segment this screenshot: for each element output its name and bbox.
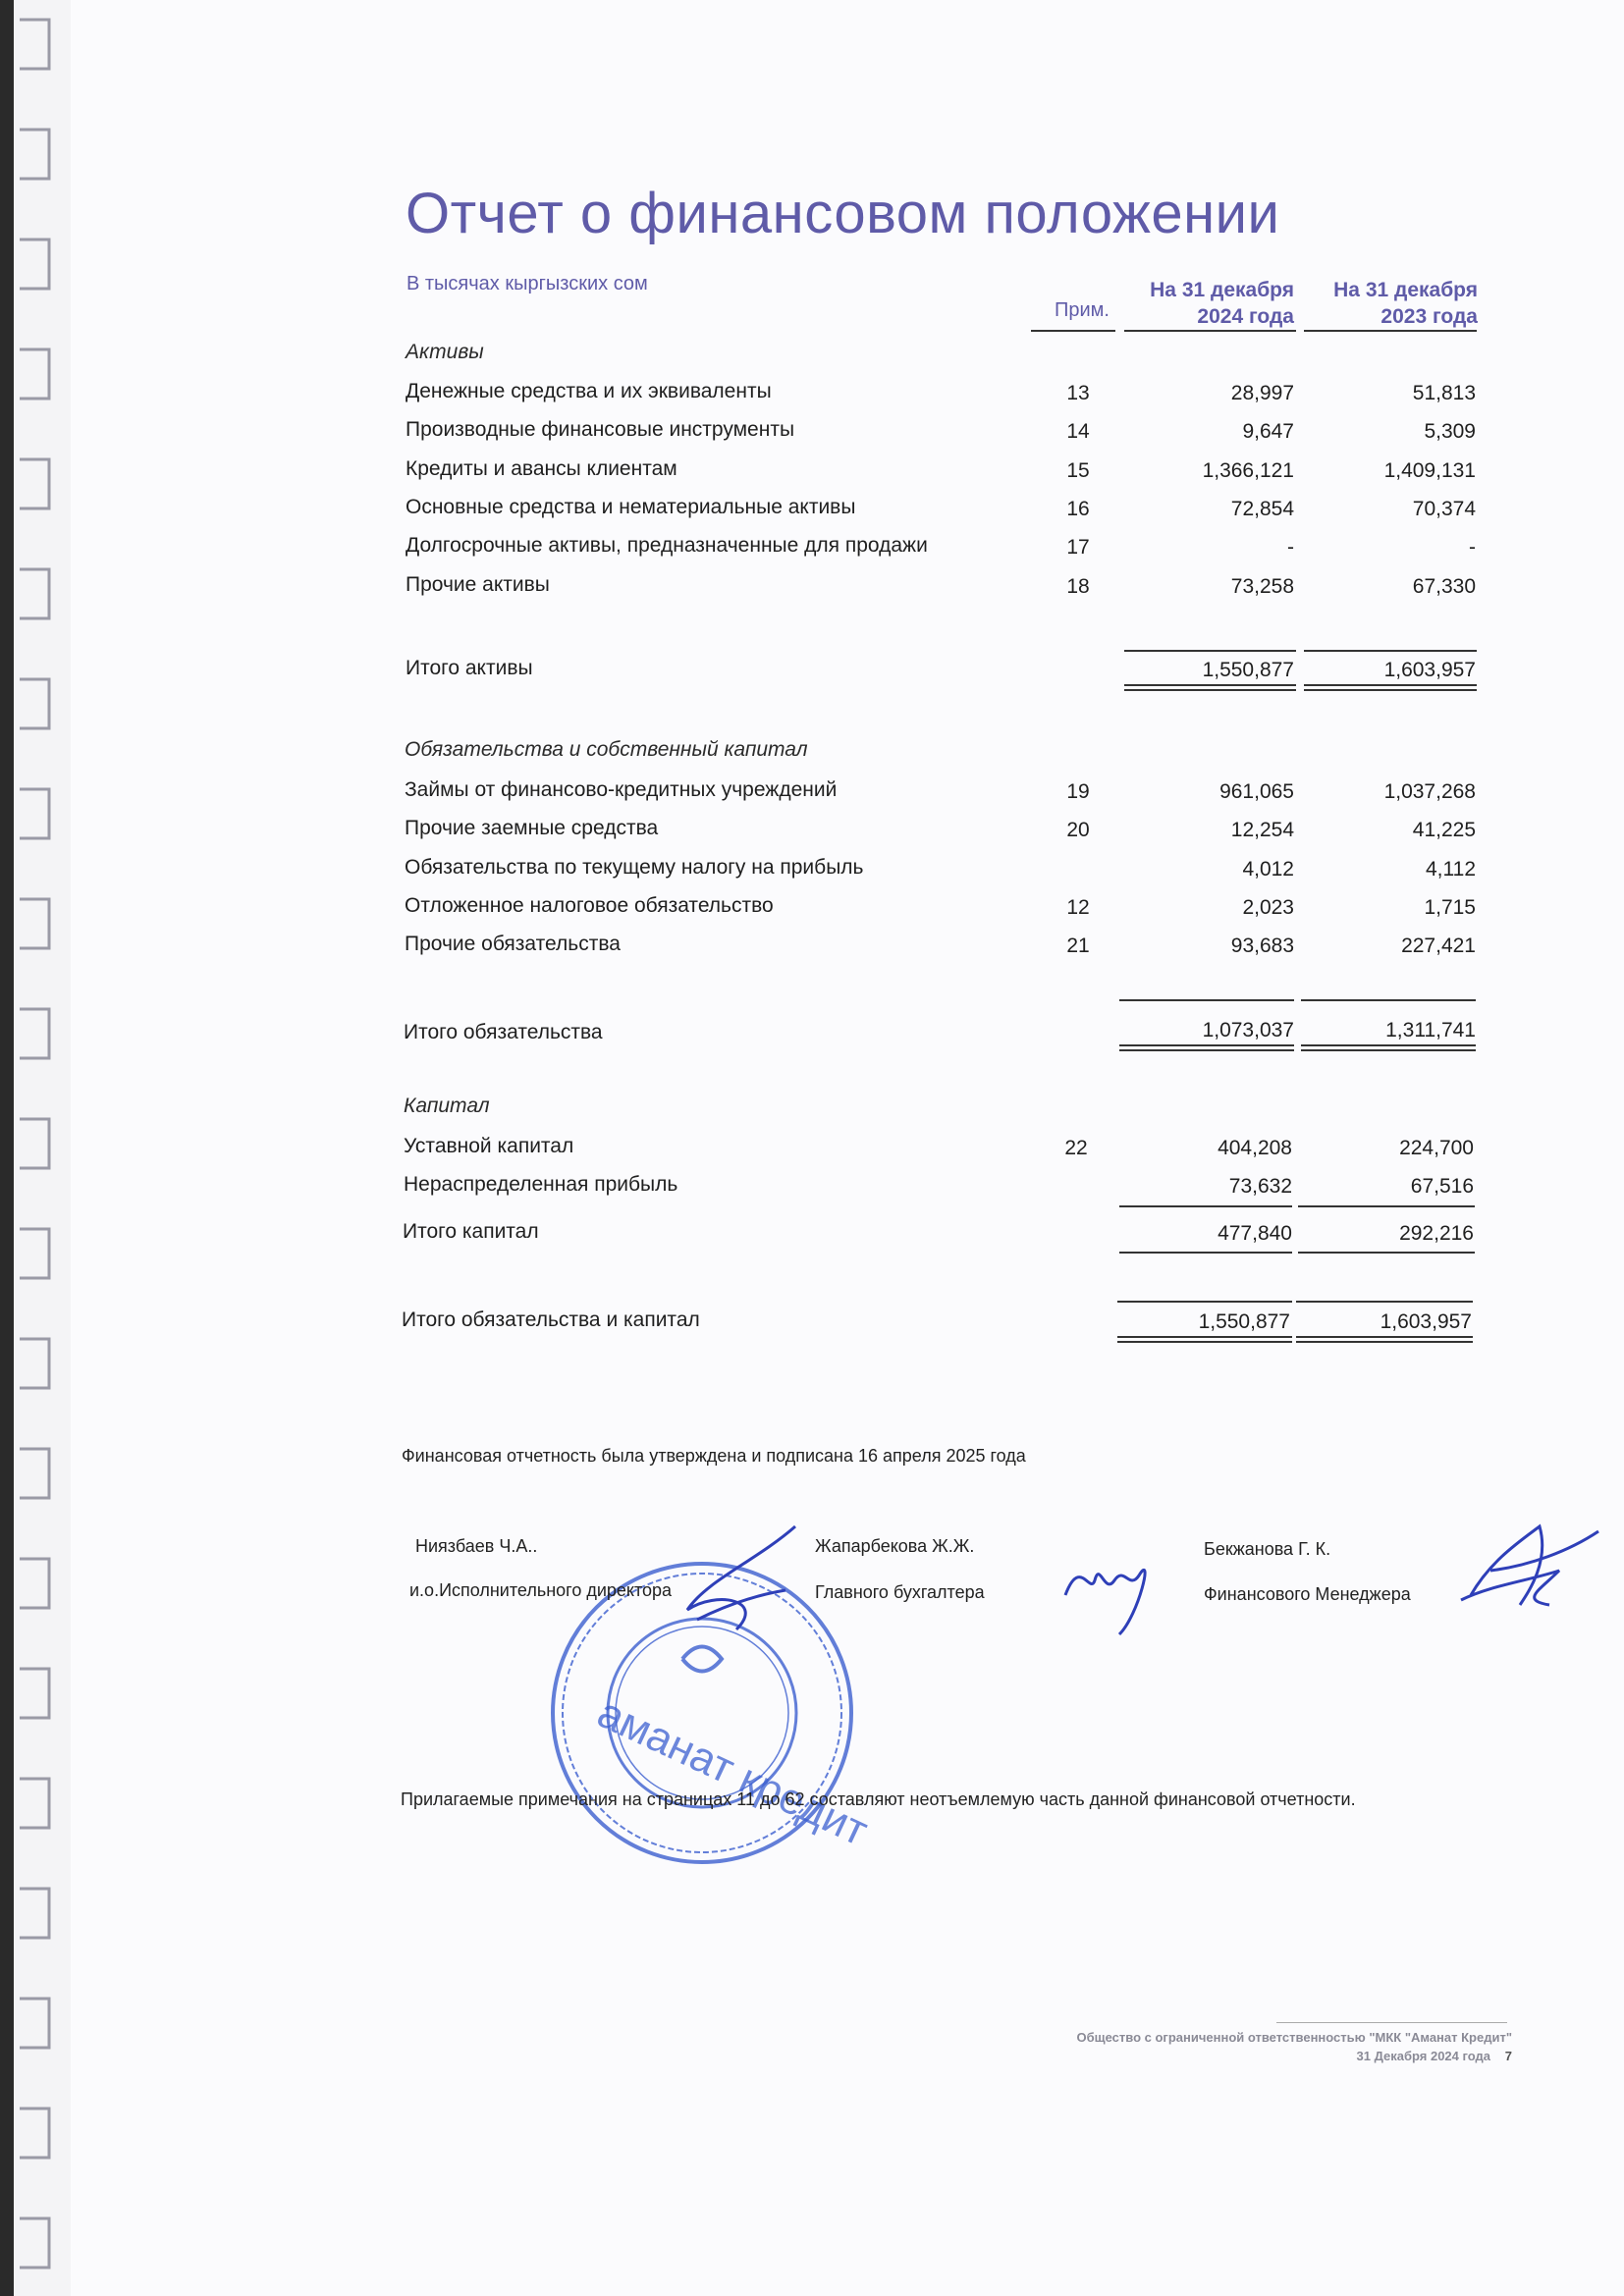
table-row-prior: 1,715 [1424, 896, 1476, 919]
double-underline [1124, 689, 1296, 691]
table-row-prior: 227,421 [1401, 934, 1476, 957]
signature-director [677, 1522, 825, 1639]
note-header-rule [1031, 330, 1115, 332]
table-row-prior: 70,374 [1412, 498, 1476, 520]
table-row-prior: 1,409,131 [1383, 459, 1476, 482]
table-row-current: 73,258 [1230, 575, 1294, 598]
signatory-name: Ниязбаев Ч.А.. [415, 1536, 538, 1556]
double-underline [1124, 684, 1296, 686]
table-row-prior: 1,037,268 [1383, 780, 1476, 803]
total-assets-label: Итого активы [406, 657, 533, 679]
table-row-current: 404,208 [1218, 1137, 1292, 1159]
table-row-label: Денежные средства и их эквиваленты [406, 380, 772, 402]
double-underline [1304, 689, 1477, 691]
table-row-note: 20 [1066, 819, 1090, 841]
current-year-header-line2: 2024 года [1197, 305, 1294, 328]
table-row-prior: 4,112 [1426, 858, 1476, 881]
signatory-role: Главного бухгалтера [815, 1582, 985, 1602]
total-equity-label: Итого капитал [403, 1220, 539, 1243]
table-row-label: Кредиты и авансы клиентам [406, 457, 677, 480]
table-row-current: 1,366,121 [1202, 459, 1294, 482]
total-equity-prior: 292,216 [1399, 1222, 1474, 1245]
total-assets-top-rule [1304, 650, 1477, 652]
approval-statement: Финансовая отчетность была утверждена и подписана 16 апреля 2025 года [402, 1446, 1026, 1466]
total-equity-current: 477,840 [1218, 1222, 1292, 1245]
table-row-note: 14 [1066, 420, 1090, 443]
assets-heading: Активы [406, 341, 484, 363]
signatory-name: Бекжанова Г. К. [1204, 1539, 1331, 1559]
table-row-note: 22 [1064, 1137, 1088, 1159]
spiral-binding [0, 0, 71, 2296]
table-row-current: 961,065 [1219, 780, 1294, 803]
grand-total-top-rule [1296, 1301, 1473, 1303]
signatory-role: Финансового Менеджера [1204, 1584, 1411, 1604]
signatory-name: Жапарбекова Ж.Ж. [815, 1536, 975, 1556]
total-assets-top-rule [1124, 650, 1296, 652]
grand-total-current: 1,550,877 [1198, 1310, 1290, 1333]
liabilities-heading: Обязательства и собственный капитал [405, 738, 808, 761]
total-liabilities-current: 1,073,037 [1202, 1019, 1294, 1041]
table-row-current: 93,683 [1230, 934, 1294, 957]
table-row-prior: - [1469, 536, 1476, 559]
footer-date: 31 Декабря 2024 года [1356, 2049, 1490, 2063]
equity-heading: Капитал [404, 1095, 490, 1117]
grand-total-label: Итого обязательства и капитал [402, 1308, 700, 1331]
table-row-current: 73,632 [1228, 1175, 1292, 1198]
table-row-current: 12,254 [1230, 819, 1294, 841]
double-underline [1119, 1044, 1294, 1046]
current-header-rule [1124, 330, 1296, 332]
stamp-text: аманат кредит [590, 1688, 876, 1855]
double-underline [1117, 1341, 1292, 1343]
prior-header-rule [1304, 330, 1477, 332]
total-liabilities-top-rule [1301, 999, 1476, 1001]
table-row-label: Обязательства по текущему налогу на прибыль [405, 856, 864, 879]
table-row-label: Займы от финансово-кредитных учреждений [405, 778, 838, 801]
footer-rule [1276, 2022, 1507, 2023]
total-equity-rule [1119, 1252, 1292, 1254]
grand-total-top-rule [1117, 1301, 1292, 1303]
table-row-note: 12 [1066, 896, 1090, 919]
table-row-prior: 224,700 [1399, 1137, 1474, 1159]
subtotal-rule [1119, 1205, 1292, 1207]
prior-year-header-line2: 2023 года [1380, 305, 1478, 328]
table-row-current: 28,997 [1230, 382, 1294, 404]
total-liabilities-top-rule [1119, 999, 1294, 1001]
table-row-label: Отложенное налоговое обязательство [405, 894, 774, 917]
page-title: Отчет о финансовом положении [406, 182, 1280, 245]
footer-company: Общество с ограниченной ответственностью "МКК "Аманат Кредит" [1076, 2030, 1512, 2045]
table-row-note: 18 [1066, 575, 1090, 598]
total-liabilities-label: Итого обязательства [404, 1021, 603, 1043]
table-row-note: 13 [1066, 382, 1090, 404]
table-row-note: 16 [1066, 498, 1090, 520]
notes-reference: Прилагаемые примечания на страницах 11 до 62 составляют неотъемлемую часть данной финансовой отчетности. [401, 1789, 1356, 1809]
table-row-note: 21 [1066, 934, 1090, 957]
total-assets-current: 1,550,877 [1202, 659, 1294, 681]
double-underline [1304, 684, 1477, 686]
table-row-current: 72,854 [1230, 498, 1294, 520]
double-underline [1301, 1044, 1476, 1046]
double-underline [1117, 1336, 1292, 1338]
double-underline [1296, 1336, 1473, 1338]
table-row-current: 9,647 [1242, 420, 1294, 443]
table-row-label: Прочие обязательства [405, 933, 621, 955]
table-row-label: Долгосрочные активы, предназначенные для продажи [406, 534, 928, 557]
subtotal-rule [1298, 1205, 1475, 1207]
table-row-note: 19 [1066, 780, 1090, 803]
double-underline [1296, 1341, 1473, 1343]
page-number: 7 [1504, 2049, 1512, 2063]
table-row-current: 2,023 [1242, 896, 1294, 919]
note-column-header: Прим. [1055, 299, 1110, 321]
table-row-prior: 5,309 [1424, 420, 1476, 443]
grand-total-prior: 1,603,957 [1380, 1310, 1472, 1333]
double-underline [1119, 1049, 1294, 1051]
signature-chief-accountant [1060, 1536, 1168, 1644]
table-row-label: Уставной капитал [404, 1135, 574, 1157]
table-row-note: 15 [1066, 459, 1090, 482]
signature-finance-manager [1451, 1512, 1608, 1620]
table-row-label: Основные средства и нематериальные активы [406, 496, 856, 518]
signatory-role: и.о.Исполнительного директора [409, 1580, 673, 1600]
table-row-current: 4,012 [1242, 858, 1294, 881]
table-row-label: Нераспределенная прибыль [404, 1173, 678, 1196]
table-row-label: Прочие активы [406, 573, 550, 596]
prior-year-header-line1: На 31 декабря [1333, 279, 1478, 301]
current-year-header-line1: На 31 декабря [1150, 279, 1294, 301]
table-row-note: 17 [1066, 536, 1090, 559]
table-row-prior: 51,813 [1412, 382, 1476, 404]
total-assets-prior: 1,603,957 [1383, 659, 1476, 681]
double-underline [1301, 1049, 1476, 1051]
currency-subtitle: В тысячах кыргызских сом [406, 273, 648, 294]
table-row-prior: 67,516 [1410, 1175, 1474, 1198]
total-equity-rule [1298, 1252, 1475, 1254]
table-row-label: Производные финансовые инструменты [406, 418, 795, 441]
table-row-current: - [1287, 536, 1294, 559]
total-liabilities-prior: 1,311,741 [1385, 1019, 1476, 1041]
table-row-label: Прочие заемные средства [405, 817, 659, 839]
table-row-prior: 41,225 [1412, 819, 1476, 841]
table-row-prior: 67,330 [1412, 575, 1476, 598]
